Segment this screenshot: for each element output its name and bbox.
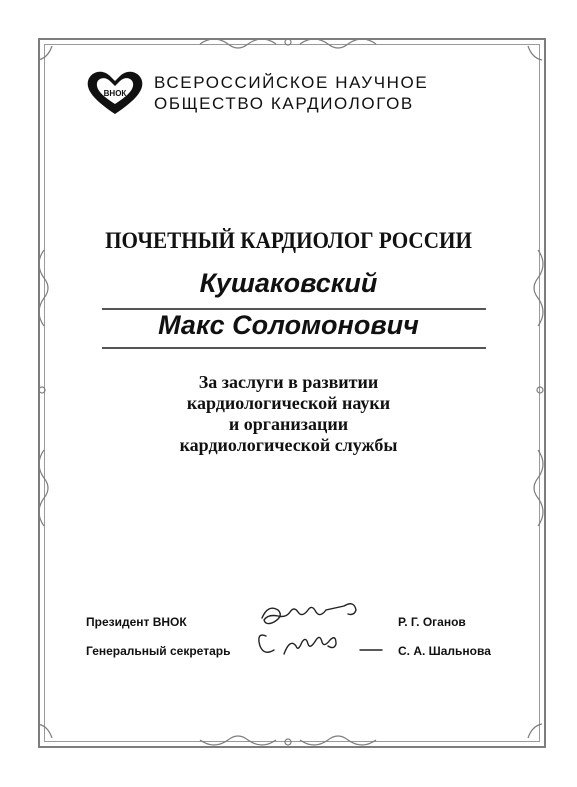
reason-line: и организации	[228, 414, 349, 434]
reason-line: кардиологической службы	[179, 435, 398, 455]
president-role: Президент ВНОК	[86, 615, 187, 629]
organization-name	[154, 72, 428, 114]
organization-name-line-1: ВСЕРОССИЙСКОЕ НАУЧНОЕ	[154, 73, 429, 92]
recipient-given-names: Макс Соломонович	[158, 310, 419, 340]
certificate-title: ПОЧЕТНЫЙ КАРДИОЛОГ РОССИИ	[105, 228, 472, 253]
secretary-name: С. А. Шальнова	[398, 644, 491, 658]
handwritten-signatures	[250, 596, 400, 666]
heart-logo-icon	[84, 68, 146, 116]
president-name: Р. Г. Оганов	[398, 615, 466, 629]
given-names-underline	[102, 347, 486, 349]
reason-line: кардиологической науки	[186, 393, 391, 413]
award-reason	[0, 372, 577, 456]
logo-text: ВНОК	[103, 89, 127, 98]
organization-name-line-2: ОБЩЕСТВО КАРДИОЛОГОВ	[154, 94, 414, 113]
reason-line: За заслуги в развитии	[198, 372, 379, 392]
secretary-role: Генеральный секретарь	[86, 644, 231, 658]
recipient-surname: Кушаковский	[199, 268, 378, 298]
